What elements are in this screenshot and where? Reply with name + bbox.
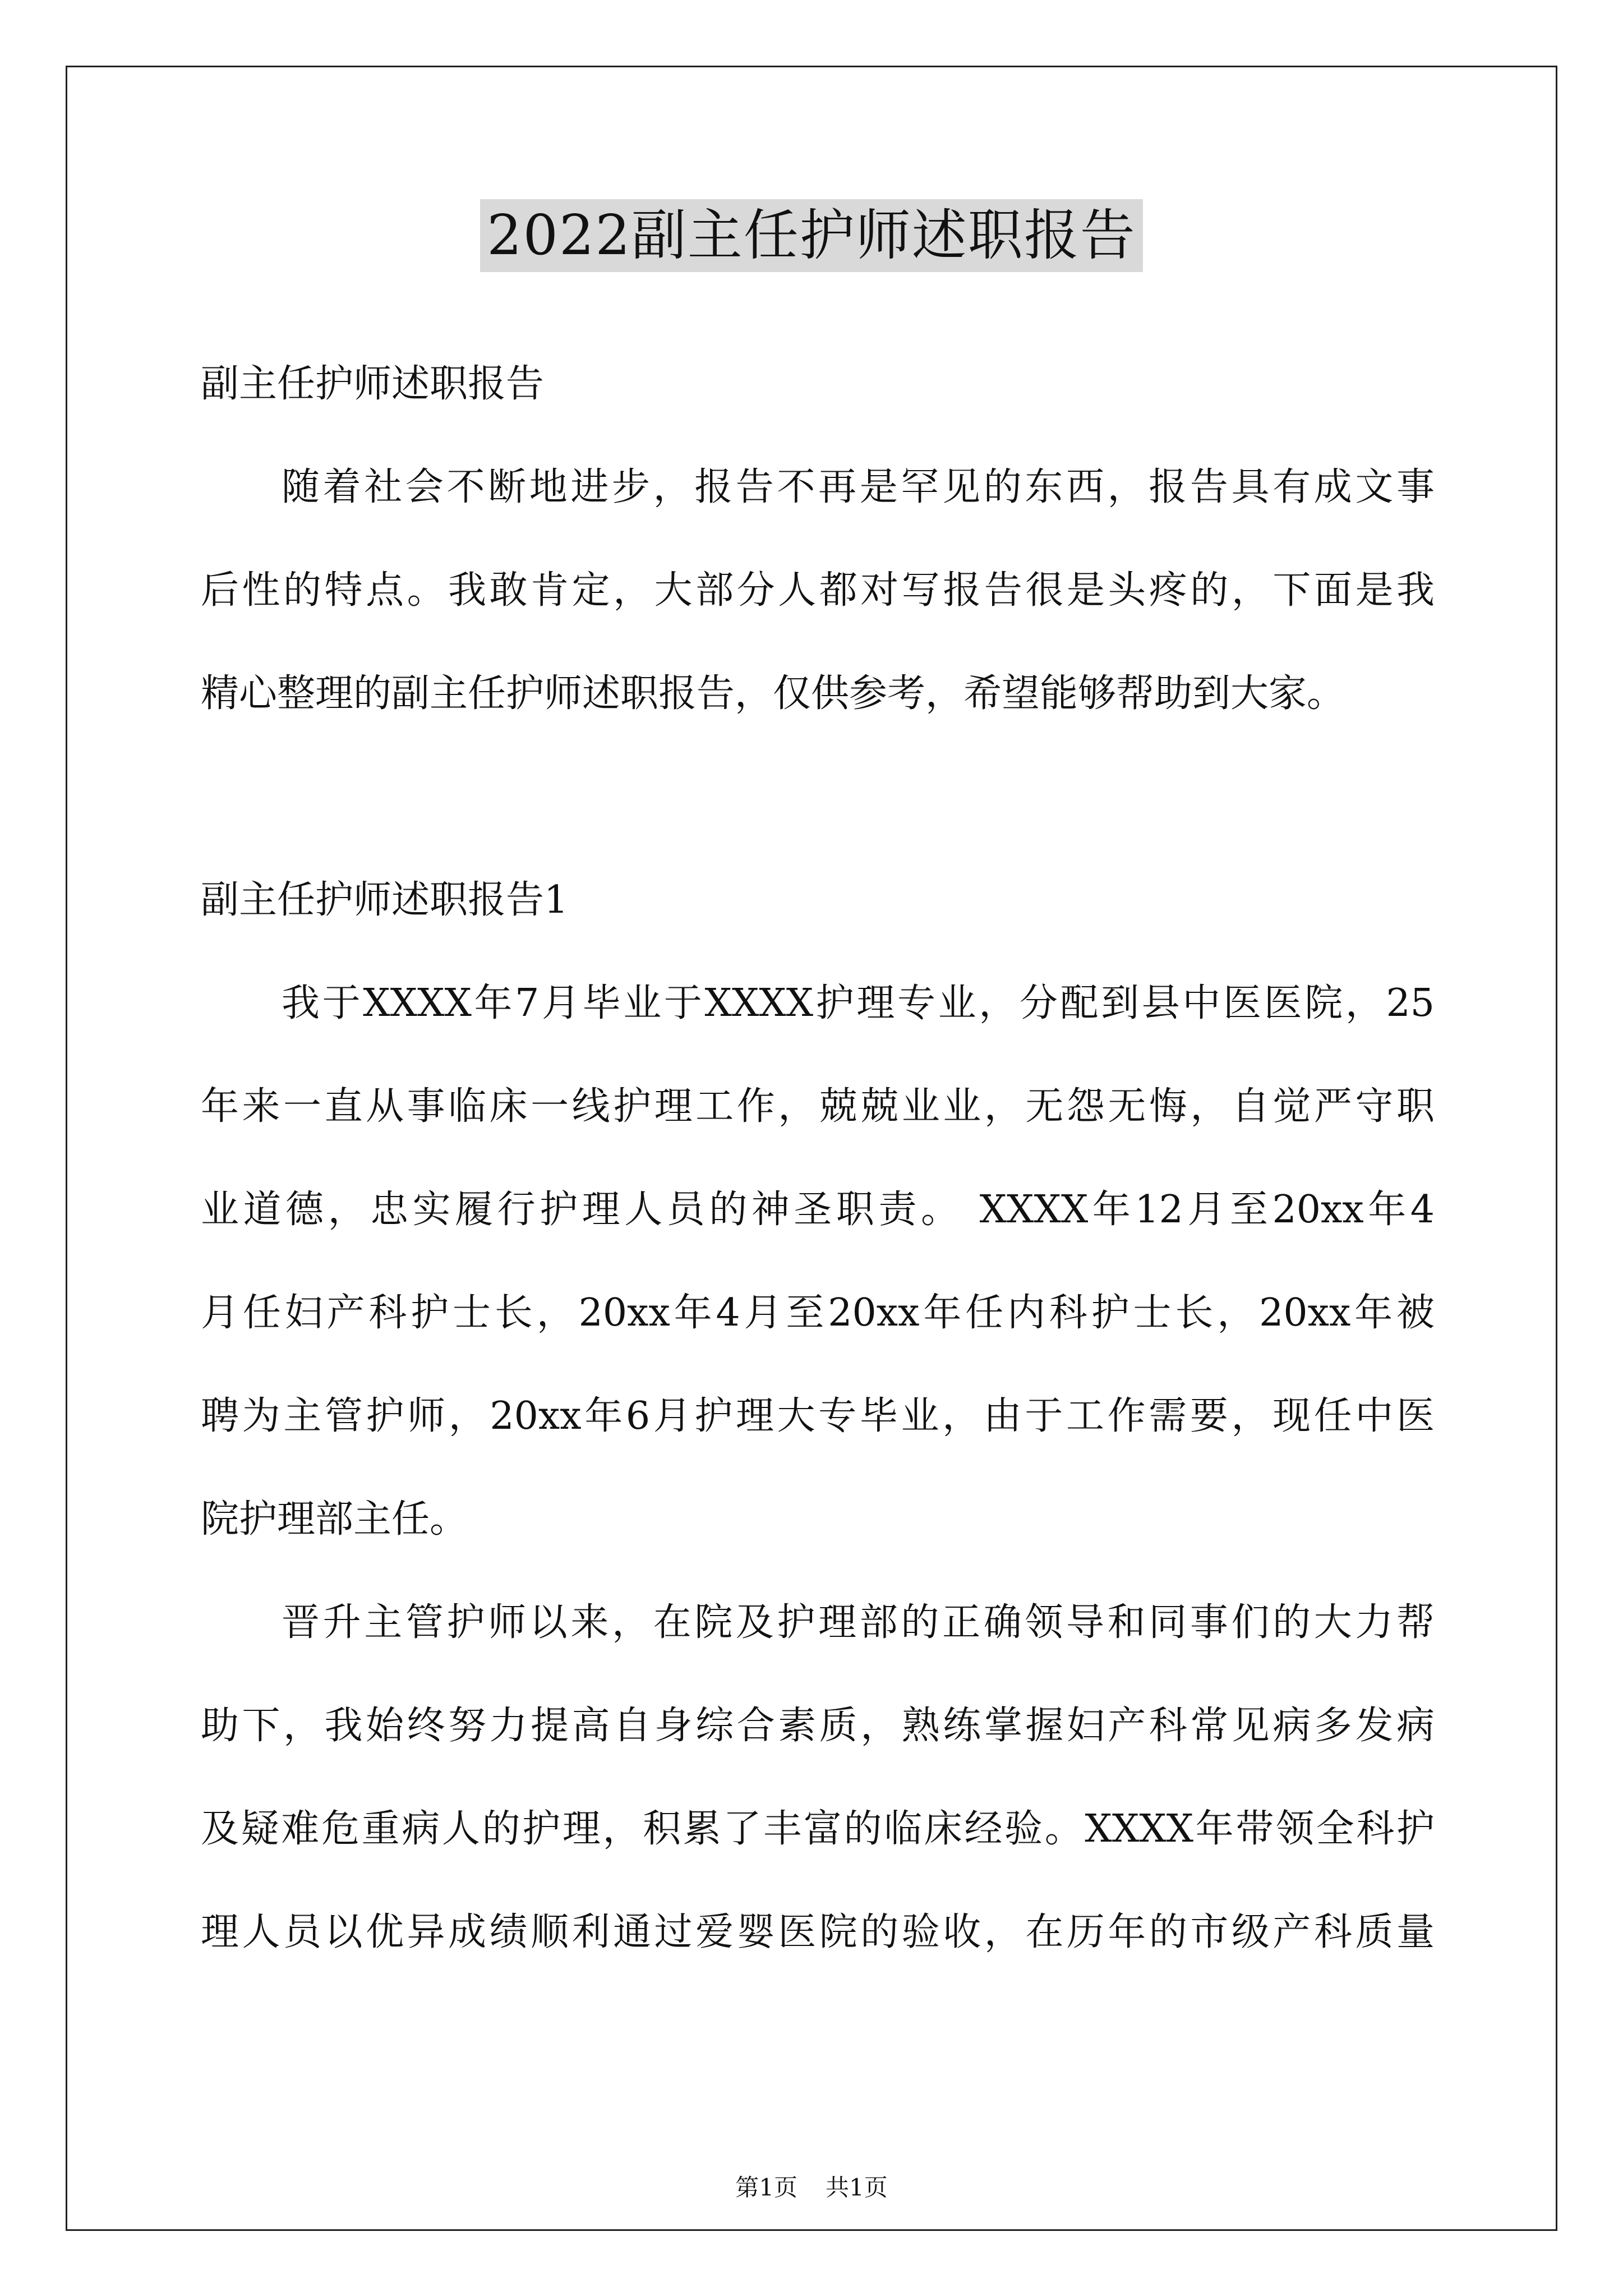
title-wrap (0, 199, 1623, 272)
section-heading: 副主任护师述职报告1 (201, 878, 569, 922)
page-footer (0, 2171, 1623, 2205)
section-spacer (201, 761, 1435, 864)
paragraph-line: 月任妇产科护士长，20xx年4月至20xx年任内科护士长，20xx年被 (201, 1291, 1435, 1335)
paragraph-line: 理人员以优异成绩顺利通过爱婴医院的验收，在历年的市级产科质量 (201, 1910, 1435, 1954)
intro-line: 后性的特点。我敢肯定，大部分人都对写报告很是头疼的，下面是我 (201, 568, 1435, 613)
paragraph-line: 我于XXXX年7月毕业于XXXX护理专业，分配到县中医医院，25 (282, 981, 1435, 1025)
document-subtitle: 副主任护师述职报告 (201, 362, 545, 406)
document-body (201, 348, 1435, 1999)
paragraph-line: 业道德，忠实履行护理人员的神圣职责。 XXXX年12月至20xx年4 (201, 1188, 1435, 1232)
paragraph-line: 聘为主管护师，20xx年6月护理大专毕业，由于工作需要，现任中医 (201, 1394, 1435, 1438)
paragraph-line: 助下，我始终努力提高自身综合素质，熟练掌握妇产科常见病多发病 (201, 1704, 1435, 1748)
paragraph-line: 院护理部主任。 (201, 1497, 468, 1542)
document-title: 2022副主任护师述职报告 (480, 199, 1142, 272)
paragraph-line: 年来一直从事临床一线护理工作，兢兢业业，无怨无悔，自觉严守职 (201, 1084, 1435, 1129)
intro-line: 精心整理的副主任护师述职报告，仅供参考，希望能够帮助到大家。 (201, 671, 1345, 716)
paragraph-line: 晋升主管护师以来，在院及护理部的正确领导和同事们的大力帮 (282, 1600, 1435, 1645)
intro-line: 随着社会不断地进步，报告不再是罕见的东西，报告具有成文事 (282, 465, 1435, 509)
page-number-current: 第1页 (735, 2174, 797, 2201)
paragraph-line: 及疑难危重病人的护理，积累了丰富的临床经验。XXXX年带领全科护 (201, 1807, 1435, 1851)
page-number-total: 共1页 (826, 2174, 888, 2201)
